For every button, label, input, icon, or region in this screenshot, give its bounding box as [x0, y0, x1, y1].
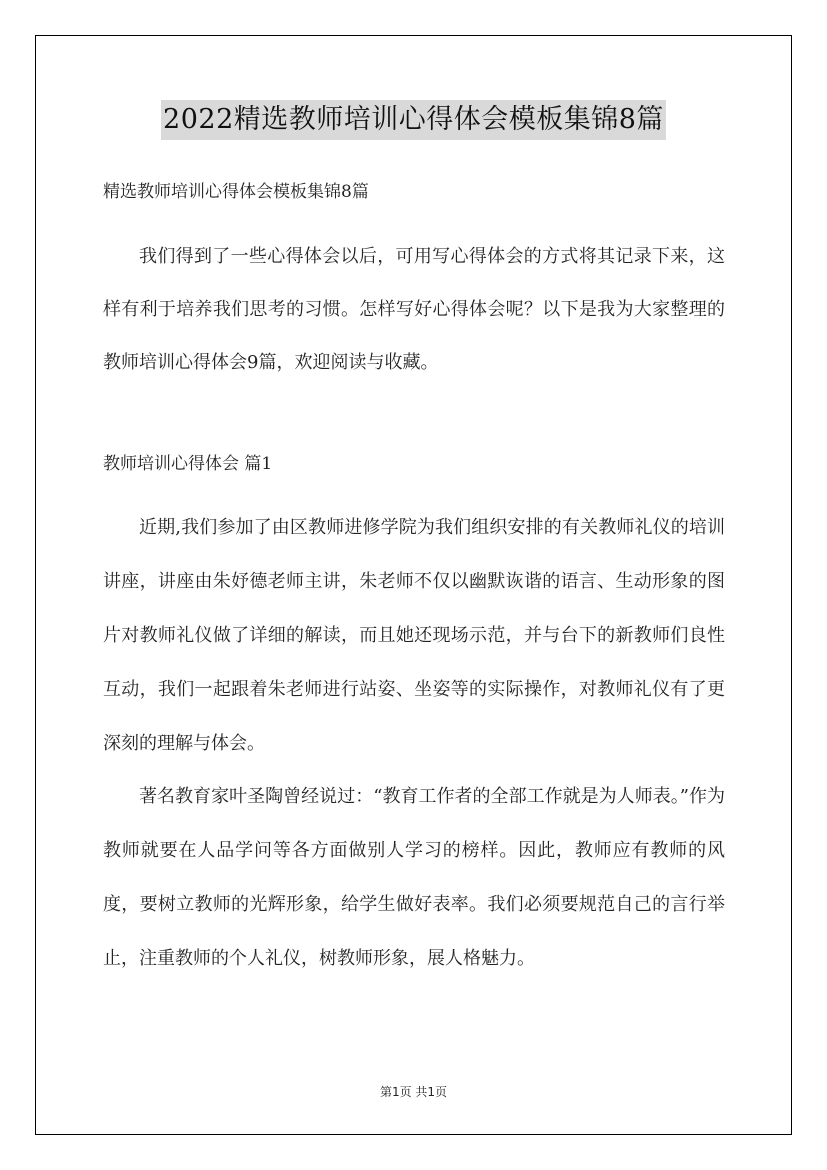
intro-paragraph: 我们得到了一些心得体会以后，可用写心得体会的方式将其记录下来，这样有利于培养我们思考的习惯。怎样写好心得体会呢？以下是我为大家整理的教师培训心得体会9篇，欢迎阅读与收藏。: [103, 246, 725, 373]
section-heading: 教师培训心得体会 篇1: [103, 454, 273, 474]
document-title: 2022精选教师培训心得体会模板集锦8篇: [161, 100, 666, 140]
document-subtitle: 精选教师培训心得体会模板集锦8篇: [103, 182, 369, 202]
title-container: [0, 100, 827, 140]
page-footer: 第1页 共1页: [379, 1085, 448, 1099]
body-paragraph-2: 著名教育家叶圣陶曾经说过：“教育工作者的全部工作就是为人师表。”作为教师就要在人品学问等各方面做别人学习的榜样。因此，教师应有教师的风度，要树立教师的光辉形象，给学生做好表率。我们必须要规范自己的言行举止，注重教师的个人礼仪，树教师形象，展人格魅力。: [103, 786, 725, 969]
body-paragraph-1: 近期,我们参加了由区教师进修学院为我们组织安排的有关教师礼仪的培训讲座，讲座由朱妤德老师主讲，朱老师不仅以幽默诙谐的语言、生动形象的图片对教师礼仪做了详细的解读，而且她还现场示范，并与台下的新教师们良性互动，我们一起跟着朱老师进行站姿、坐姿等的实际操作，对教师礼仪有了更深刻的理解与体会。: [103, 517, 725, 754]
